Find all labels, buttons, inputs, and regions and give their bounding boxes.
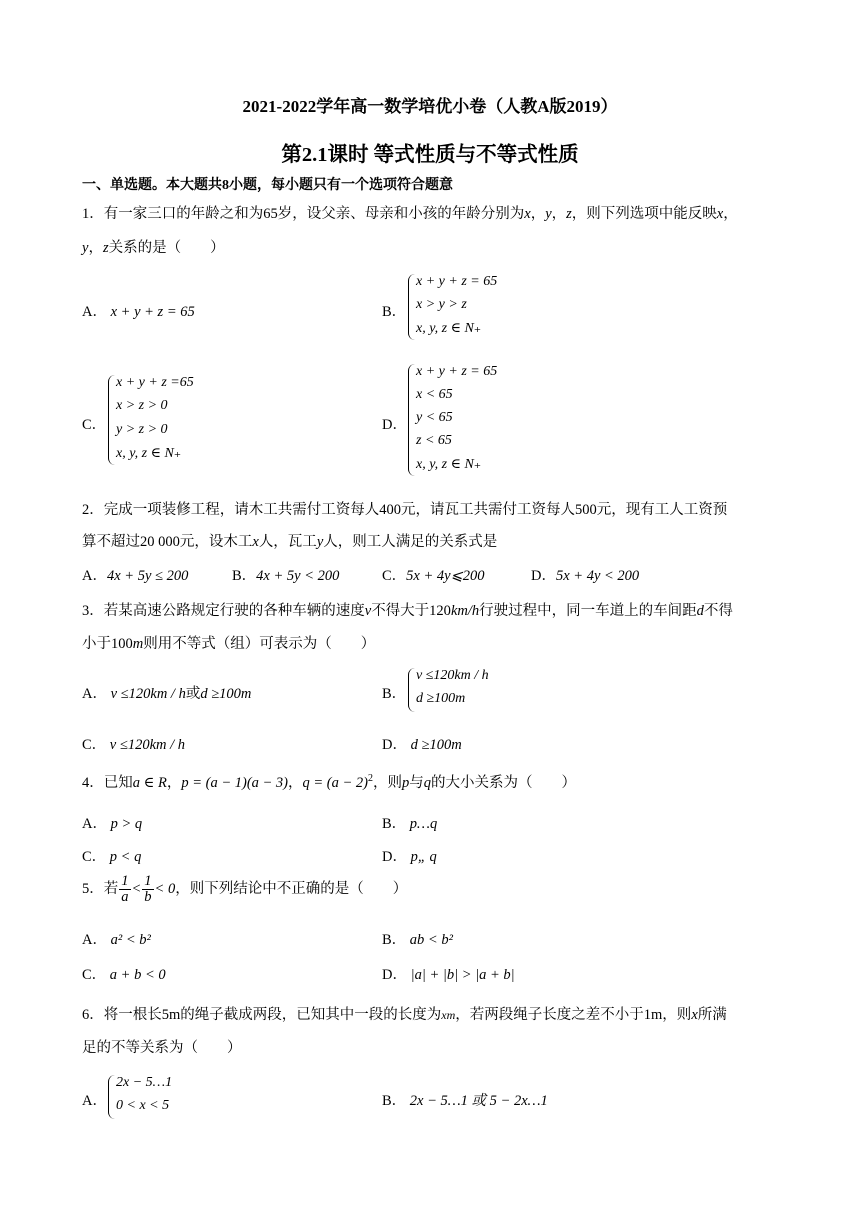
q6-option-a-system: 2x − 5…1 0 < x < 5 <box>108 1075 248 1119</box>
question-6-stem-line2: 足的不等关系为（ ） <box>82 1040 242 1056</box>
question-3-stem: 3．若某高速公路规定行驶的各种车辆的速度v不得大于120km/h行驶过程中，同一车道上的车间距d不得 <box>82 603 733 619</box>
q3-option-a[interactable]: A． v ≤120km / h或d ≥100m <box>82 686 252 702</box>
q4-option-b[interactable]: B． p…q <box>382 816 438 832</box>
q3-option-b-label[interactable]: B． <box>382 686 407 702</box>
q5-option-c[interactable]: C． a + b < 0 <box>82 967 166 983</box>
q1-option-c-system: x + y + z =65 x > z > 0 y > z > 0 x, y, z ∈ N₊ <box>108 375 248 465</box>
lesson-title: 第2.1课时 等式性质与不等式性质 <box>281 144 579 166</box>
question-5-stem: 5．若 $\frac{1}{a}$ < $\frac{1}{b}$ < 0，则下列结论中不正确的是（ ） <box>82 873 408 905</box>
q6-option-b[interactable]: B． 2x − 5…1 或 5 − 2x…1 <box>382 1093 548 1109</box>
q2-option-a[interactable]: A．4x + 5y ≤ 200 <box>82 568 189 584</box>
q1-option-a[interactable]: A． x + y + z = 65 <box>82 304 195 320</box>
question-3-stem-line2: 小于100m则用不等式（组）可表示为（ ） <box>82 636 376 652</box>
question-6-stem: 6．将一根长5m的绳子截成两段，已知其中一段的长度为xm，若两段绳子长度之差不小于1m，则x所满 <box>82 1007 727 1023</box>
q2-option-c[interactable]: C．5x + 4y⩽200 <box>382 568 485 584</box>
question-1-stem: 1．有一家三口的年龄之和为65岁，设父亲、母亲和小孩的年龄分别为x，y，z，则下列选项中能反映x， <box>82 206 738 222</box>
question-4-stem: 4．已知a ∈ R，p = (a − 1)(a − 3)，$q = (a - 2)^2$，则p与q的大小关系为（ ） <box>82 773 576 791</box>
q1-option-d-label[interactable]: D． <box>382 417 407 433</box>
q2-option-b[interactable]: B．4x + 5y < 200 <box>232 568 340 584</box>
question-2-stem: 2．完成一项装修工程，请木工共需付工资每人400元，请瓦工共需付工资每人500元，现有工人工资预 <box>82 502 728 518</box>
q1-option-b-label[interactable]: B． <box>382 304 407 320</box>
q3-option-d[interactable]: D． d ≥100m <box>382 737 462 753</box>
q5-option-d[interactable]: D． |a| + |b| > |a + b| <box>382 967 515 983</box>
q1-option-b-system: x + y + z = 65 x > y > z x, y, z ∈ N₊ <box>408 274 548 340</box>
q1-option-c-label[interactable]: C． <box>82 417 107 433</box>
question-1-stem-line2: y，z关系的是（ ） <box>82 240 225 256</box>
section-heading: 一、单选题。本大题共8小题，每小题只有一个选项符合题意 <box>82 178 453 193</box>
question-2-stem-line2: 算不超过20 000元，设木工x人，瓦工y人，则工人满足的关系式是 <box>82 534 498 550</box>
q4-option-d[interactable]: D． p„ q <box>382 849 437 865</box>
q6-option-a-label[interactable]: A． <box>82 1093 107 1109</box>
q2-option-d[interactable]: D．5x + 4y < 200 <box>531 568 640 584</box>
q5-option-a[interactable]: A． a² < b² <box>82 932 151 948</box>
q4-option-a[interactable]: A． p > q <box>82 816 143 832</box>
paper-series-title: 2021-2022学年高一数学培优小卷（人教A版2019） <box>242 97 618 116</box>
q1-option-d-system: x + y + z = 65 x < 65 y < 65 z < 65 x, y, z ∈ N₊ <box>408 364 548 476</box>
q3-option-b-system: v ≤120km / h d ≥100m <box>408 668 548 712</box>
q3-option-c[interactable]: C． v ≤120km / h <box>82 737 186 753</box>
q5-option-b[interactable]: B． ab < b² <box>382 932 453 948</box>
q4-option-c[interactable]: C． p < q <box>82 849 142 865</box>
